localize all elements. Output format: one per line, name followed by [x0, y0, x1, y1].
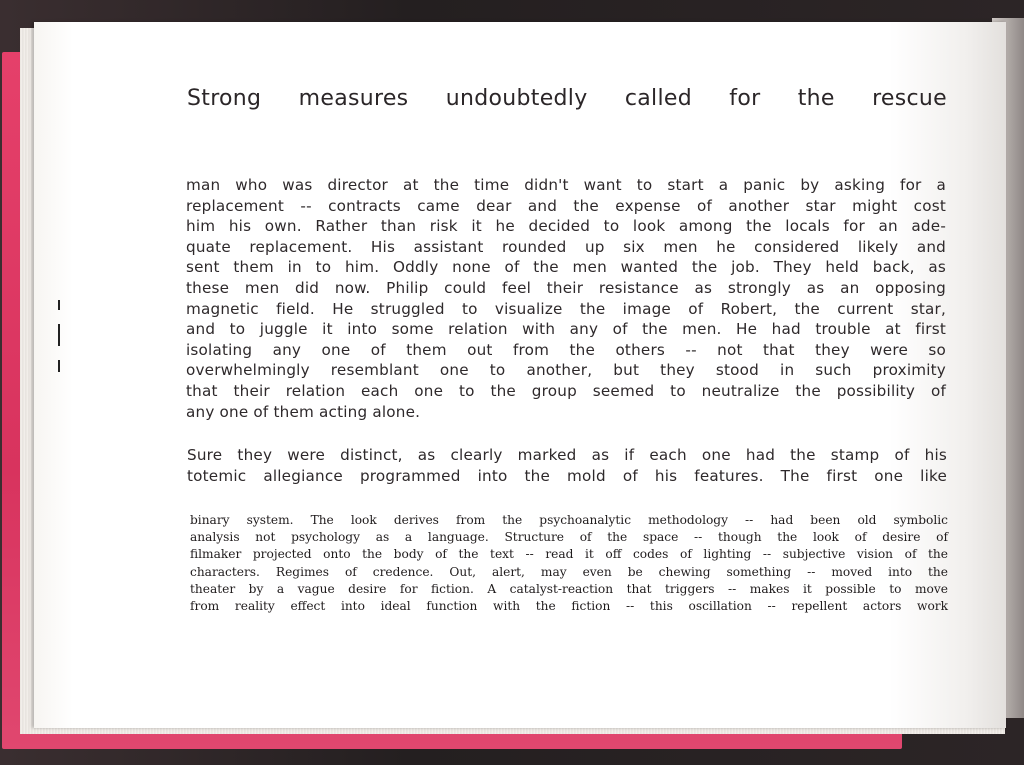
text-line: totemic allegiance programmed into the mold of his features. The first one like: [187, 467, 947, 485]
text-line: replacement -- contracts came dear and the expense of another star might cost: [186, 196, 946, 215]
text-line: these men did now. Philip could feel their resistance as strongly as an opposing: [186, 278, 946, 297]
text-line: Sure they were distinct, as clearly marked as if each one had the stamp of his: [187, 446, 947, 464]
text-line: him his own. Rather than risk it he decided to look among the locals for an ade-: [186, 217, 946, 236]
text-line: man who was director at the time didn't want to start a panic by asking for a: [186, 176, 946, 194]
text-line: isolating any one of them out from the others -- not that they were so: [186, 340, 946, 359]
footnote-line: from reality effect into ideal function with the fiction -- this oscillation -- repellent actors work: [190, 599, 948, 614]
text-line: magnetic field. He struggled to visualize the image of Robert, the current star,: [186, 299, 946, 318]
text-line: and to juggle it into some relation with any of the men. He had trouble at first: [186, 320, 946, 339]
paragraph-1: [186, 175, 946, 422]
footnote-line: characters. Regimes of credence. Out, alert, may even be chewing something -- moved into the: [190, 564, 948, 579]
text-line: quate replacement. His assistant rounded up six men he considered likely and: [186, 237, 946, 256]
footnote-line: filmaker projected onto the body of the text -- read it off codes of lighting -- subjective vision of the: [190, 547, 948, 562]
text-line: that their relation each one to the group seemed to neutralize the possibility of: [186, 381, 946, 400]
footnote-line: binary system. The look derives from the psychoanalytic methodology -- had been old symbolic: [190, 513, 948, 527]
text-line: overwhelmingly resemblant one to another, but they stood in such proximity: [186, 361, 946, 380]
footnote-line: analysis not psychology as a language. Structure of the space -- though the look of desire of: [190, 530, 948, 545]
footnote-line: theater by a vague desire for fiction. A catalyst-reaction that triggers -- makes it possible to move: [190, 581, 948, 596]
page-heading: Strong measures undoubtedly called for the rescue: [187, 86, 947, 111]
binding-marks: [58, 300, 61, 420]
paragraph-2: [187, 445, 947, 487]
text-line: sent them in to him. Oddly none of the men wanted the job. They held back, as: [186, 258, 946, 277]
text-line: any one of them acting alone.: [186, 402, 421, 421]
footnote-text: [190, 512, 948, 615]
